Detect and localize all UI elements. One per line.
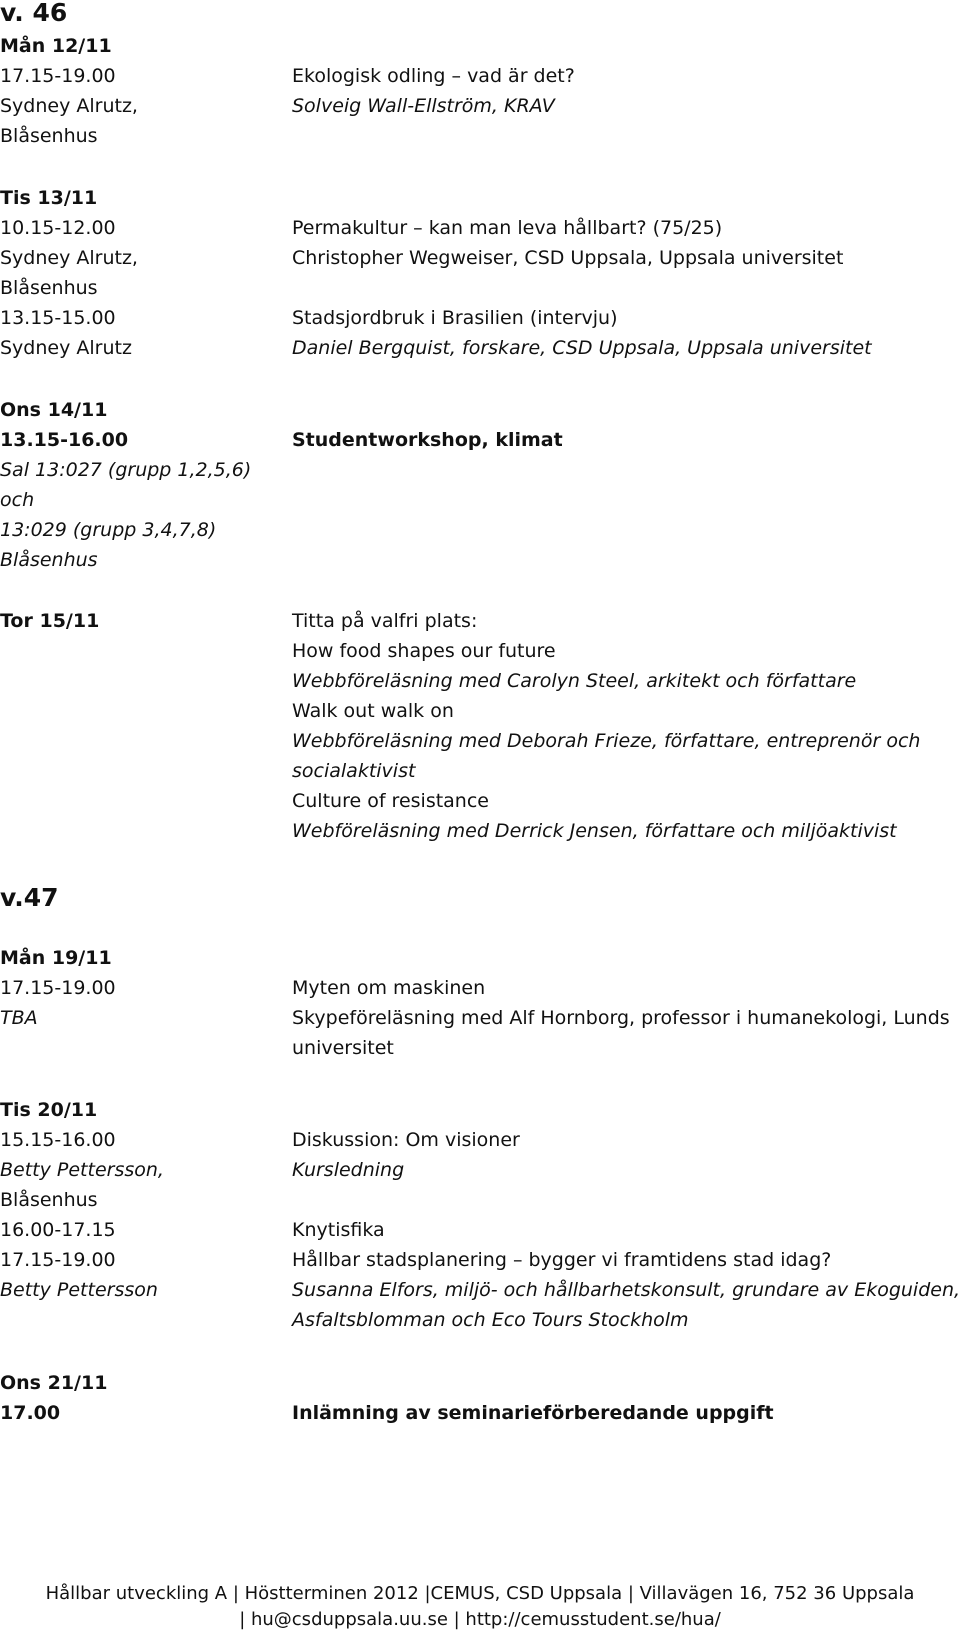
session-speaker: Webföreläsning med Derrick Jensen, författare och miljöaktivist <box>292 820 897 842</box>
session-title: Culture of resistance <box>292 790 489 812</box>
location: Blåsenhus <box>0 1189 98 1211</box>
session-speaker: Christopher Wegweiser, CSD Uppsala, Uppsala universitet <box>292 247 844 269</box>
session-speaker: Daniel Bergquist, forskare, CSD Uppsala, Uppsala universitet <box>292 337 872 359</box>
location: och <box>0 489 35 511</box>
week-heading: v.47 <box>0 883 59 912</box>
session-title: Myten om maskinen <box>292 977 486 999</box>
session-title: Ekologisk odling – vad är det? <box>292 65 575 87</box>
time-slot: 10.15-12.00 <box>0 217 116 239</box>
session-title: Hållbar stadsplanering – bygger vi framtidens stad idag? <box>292 1249 832 1271</box>
time-slot: 17.00 <box>0 1402 61 1424</box>
time-slot: 15.15-16.00 <box>0 1129 116 1151</box>
session-speaker: Webbföreläsning med Deborah Frieze, författare, entreprenör och <box>292 730 921 752</box>
location: Blåsenhus <box>0 125 98 147</box>
session-intro: Titta på valfri plats: <box>292 610 478 632</box>
session-speaker: Kursledning <box>292 1159 405 1181</box>
session-title: Permakultur – kan man leva hållbart? (75/25) <box>292 217 723 239</box>
location: Betty Pettersson <box>0 1279 158 1301</box>
time-slot: 17.15-19.00 <box>0 1249 116 1271</box>
location: Sal 13:027 (grupp 1,2,5,6) <box>0 459 252 481</box>
session-speaker: socialaktivist <box>292 760 416 782</box>
day-heading: Tis 13/11 <box>0 187 98 209</box>
day-heading: Tor 15/11 <box>0 610 100 632</box>
session-speaker: Webbföreläsning med Carolyn Steel, arkitekt och författare <box>292 670 857 692</box>
session-title: Diskussion: Om visioner <box>292 1129 520 1151</box>
session-speaker: Skypeföreläsning med Alf Hornborg, professor i humanekologi, Lunds <box>292 1007 950 1029</box>
time-slot: 17.15-19.00 <box>0 977 116 999</box>
session-title: Inlämning av seminarieförberedande uppgift <box>292 1402 774 1424</box>
session-speaker: Asfaltsblomman och Eco Tours Stockholm <box>292 1309 689 1331</box>
session-title: Stadsjordbruk i Brasilien (intervju) <box>292 307 618 329</box>
session-title: How food shapes our future <box>292 640 556 662</box>
location: Sydney Alrutz, <box>0 95 138 117</box>
location: Sydney Alrutz, <box>0 247 138 269</box>
day-heading: Tis 20/11 <box>0 1099 98 1121</box>
session-title: Knytisfika <box>292 1219 385 1241</box>
location: TBA <box>0 1007 38 1029</box>
week-heading: v. 46 <box>0 0 68 27</box>
session-speaker: Solveig Wall-Ellström, KRAV <box>292 95 555 117</box>
session-title: Studentworkshop, klimat <box>292 429 563 451</box>
day-heading: Ons 14/11 <box>0 399 108 421</box>
time-slot: 13.15-15.00 <box>0 307 116 329</box>
day-heading: Mån 19/11 <box>0 947 112 969</box>
time-slot: 13.15-16.00 <box>0 429 129 451</box>
session-speaker: universitet <box>292 1037 394 1059</box>
location: Blåsenhus <box>0 277 98 299</box>
footer-contact: | hu@csduppsala.uu.se | http://cemusstudent.se/hua/ <box>239 1609 721 1630</box>
location: Betty Pettersson, <box>0 1159 164 1181</box>
time-slot: 16.00-17.15 <box>0 1219 116 1241</box>
location: 13:029 (grupp 3,4,7,8) <box>0 519 217 541</box>
time-slot: 17.15-19.00 <box>0 65 116 87</box>
footer-line: Hållbar utveckling A | Höstterminen 2012 |CEMUS, CSD Uppsala | Villavägen 16, 752 36 Uppsala <box>45 1583 915 1604</box>
location: Blåsenhus <box>0 549 98 571</box>
session-speaker: Susanna Elfors, miljö- och hållbarhetskonsult, grundare av Ekoguiden, <box>292 1279 960 1301</box>
location: Sydney Alrutz <box>0 337 132 359</box>
day-heading: Ons 21/11 <box>0 1372 108 1394</box>
session-title: Walk out walk on <box>292 700 454 722</box>
day-heading: Mån 12/11 <box>0 35 112 57</box>
